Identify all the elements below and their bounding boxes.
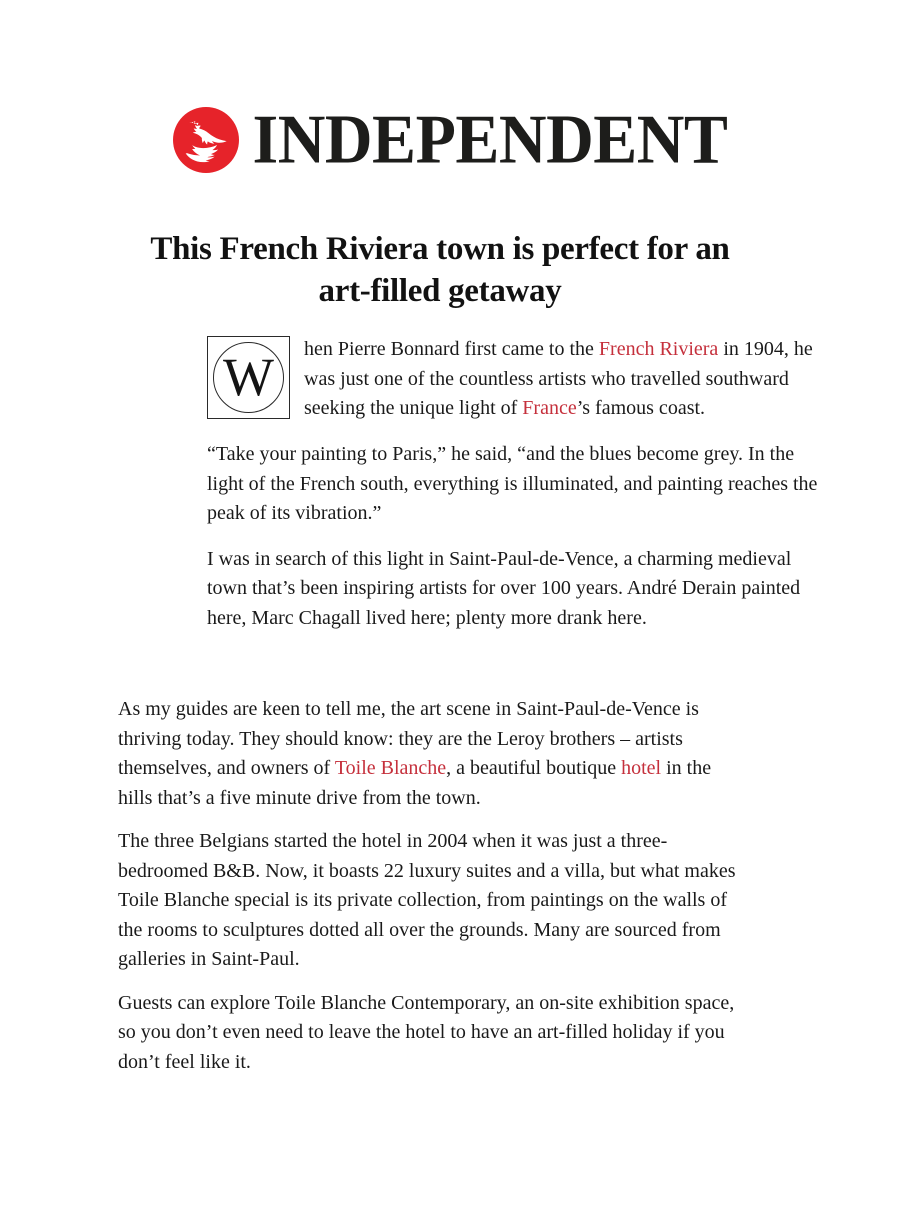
page-title: This French Riviera town is perfect for an art-filled getaway [150, 231, 730, 309]
paragraph-6 [118, 989, 742, 1078]
paragraph-1-text [304, 332, 821, 424]
inline-link[interactable]: French Riviera [598, 338, 719, 360]
eagle-icon[interactable] [173, 107, 239, 173]
masthead [0, 100, 900, 180]
section-spacer [0, 633, 900, 695]
dropcap-box [207, 336, 290, 419]
inline-link[interactable]: Toile Blanche [334, 757, 447, 779]
paragraph-4 [118, 695, 742, 813]
paragraph-text-run: I was in search of this light in Saint-Paul-de-Vence, a charming medieval town that’s been inspiring artists for over 100 years. André Derain painted here, Marc Chagall lived here; plenty more drank here. [207, 547, 801, 629]
article-body [0, 332, 900, 1077]
paragraph-3 [207, 545, 821, 634]
spacer [118, 975, 742, 989]
paragraph-text-run: in 1904, he was just one of the countless artists who travelled southward seeking the unique light of [304, 338, 813, 419]
dropcap-letter: W [223, 346, 274, 407]
paragraph-text-run: Guests can explore Toile Blanche Contemporary, an on-site exhibition space, so you don’t even need to leave the hotel to have an art-filled holiday if you don’t feel like it. [118, 991, 735, 1073]
article-main-block [0, 695, 742, 1077]
paragraph-2 [207, 440, 821, 529]
paragraph-text-run: As my guides are keen to tell me, the art scene in Saint-Paul-de-Vence is thriving today. They should know: they are the Leroy brothers – artists themselves, and owners of [118, 698, 699, 779]
paragraph-text-run: ’s famous coast. [576, 397, 706, 419]
inline-link[interactable]: France [522, 397, 577, 419]
paragraph-1 [207, 332, 821, 424]
article-intro-block [79, 332, 821, 633]
paragraph-text-run: “Take your painting to Paris,” he said, “and the blues become grey. In the light of the French south, everything is illuminated, and painting reaches the peak of its vibration.” [207, 443, 818, 524]
spacer [207, 424, 821, 440]
paragraph-5 [118, 827, 742, 975]
paragraph-text-run: hen Pierre Bonnard first came to the [304, 338, 599, 360]
paragraph-text-run: in the hills that’s a five minute drive from the town. [118, 757, 712, 809]
brand-wordmark[interactable]: INDEPENDENT [252, 100, 728, 179]
inline-link[interactable]: hotel [621, 757, 662, 779]
spacer [118, 813, 742, 827]
paragraph-text-run: The three Belgians started the hotel in 2004 when it was just a three-bedroomed B&B. Now, it boasts 22 luxury suites and a villa, but what makes Toile Blanche special is its private collection, from paintings on the walls of the rooms to sculptures dotted all over the grounds. Many are sourced from galleries in Saint-Paul. [118, 830, 736, 970]
paragraph-text-run: , a beautiful boutique [446, 757, 622, 779]
spacer [207, 529, 821, 545]
